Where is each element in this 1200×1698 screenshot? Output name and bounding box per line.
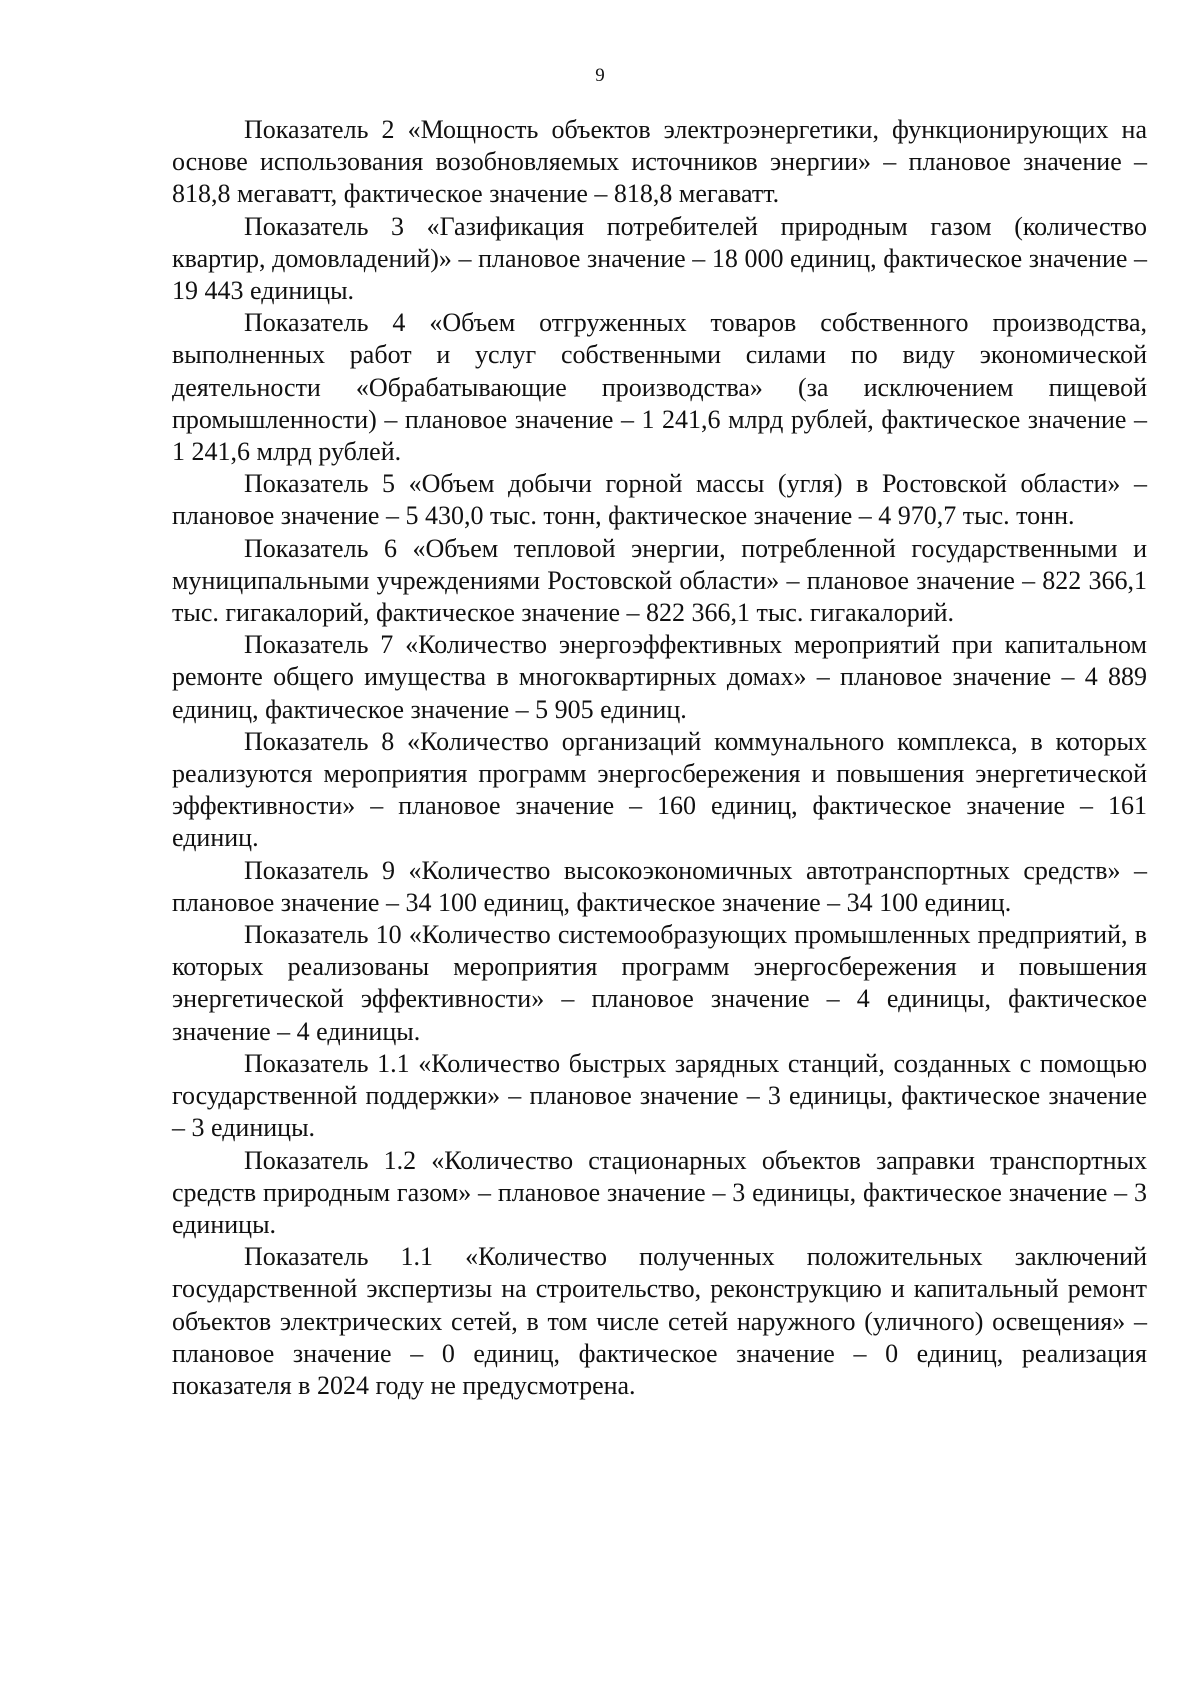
- document-body: [172, 114, 1147, 1402]
- paragraph-indicator-4: Показатель 4 «Объем отгруженных товаров собственного производства, выполненных работ и услуг собственными силами по виду экономической деятельности «Обрабатывающие производства» (за исключением пищевой промышленности) – плановое значение – 1 241,6 млрд рублей, фактическое значение – 1 241,6 млрд рублей.: [172, 308, 1147, 467]
- page-number: 9: [595, 65, 605, 86]
- paragraph-indicator-7: Показатель 7 «Количество энергоэффективных мероприятий при капитальном ремонте общего имущества в многоквартирных домах» – плановое значение – 4 889 единиц, фактическое значение – 5 905 единиц.: [172, 630, 1147, 724]
- paragraph-indicator-9: Показатель 9 «Количество высокоэкономичных автотранспортных средств» – плановое значение – 34 100 единиц, фактическое значение – 34 100 единиц.: [172, 855, 1147, 917]
- paragraph-indicator-1-1-charging: Показатель 1.1 «Количество быстрых зарядных станций, созданных с помощью государственной поддержки» – плановое значение – 3 единицы, фактическое значение – 3 единицы.: [172, 1048, 1147, 1143]
- paragraph-indicator-6: Показатель 6 «Объем тепловой энергии, потребленной государственными и муниципальными учреждениями Ростовской области» – плановое значение – 822 366,1 тыс. гигакалорий, фактическое значение – 822 366,1 тыс. гигакалорий.: [172, 533, 1147, 628]
- paragraph-indicator-8: Показатель 8 «Количество организаций коммунального комплекса, в которых реализуются мероприятия программ энергосбережения и повышения энергетической эффективности» – плановое значение – 160 единиц, фактическое значение – 161 единиц.: [172, 726, 1147, 853]
- paragraph-indicator-1-2: Показатель 1.2 «Количество стационарных объектов заправки транспортных средств природным газом» – плановое значение – 3 единицы, фактическое значение – 3 единицы.: [172, 1145, 1147, 1239]
- paragraph-indicator-3: Показатель 3 «Газификация потребителей природным газом (количество квартир, домовладений)» – плановое значение – 18 000 единиц, фактическое значение – 19 443 единицы.: [172, 211, 1147, 306]
- paragraph-indicator-1-1-expertise: Показатель 1.1 «Количество полученных положительных заключений государственной экспертизы на строительство, реконструкцию и капитальный ремонт объектов электрических сетей, в том числе сетей наружного (уличного) освещения» – плановое значение – 0 единиц, фактическое значение – 0 единиц, реализация показателя в 2024 году не предусмотрена.: [172, 1242, 1147, 1400]
- paragraph-indicator-2: Показатель 2 «Мощность объектов электроэнергетики, функционирующих на основе использования возобновляемых источников энергии» – плановое значение – 818,8 мегаватт, фактическое значение – 818,8 мегаватт.: [172, 115, 1147, 209]
- paragraph-indicator-10: Показатель 10 «Количество системообразующих промышленных предприятий, в которых реализованы мероприятия программ энергосбережения и повышения энергетической эффективности» – плановое значение – 4 единицы, фактическое значение – 4 единицы.: [172, 920, 1147, 1046]
- paragraph-indicator-5: Показатель 5 «Объем добычи горной массы (угля) в Ростовской области» – плановое значение – 5 430,0 тыс. тонн, фактическое значение – 4 970,7 тыс. тонн.: [172, 469, 1147, 531]
